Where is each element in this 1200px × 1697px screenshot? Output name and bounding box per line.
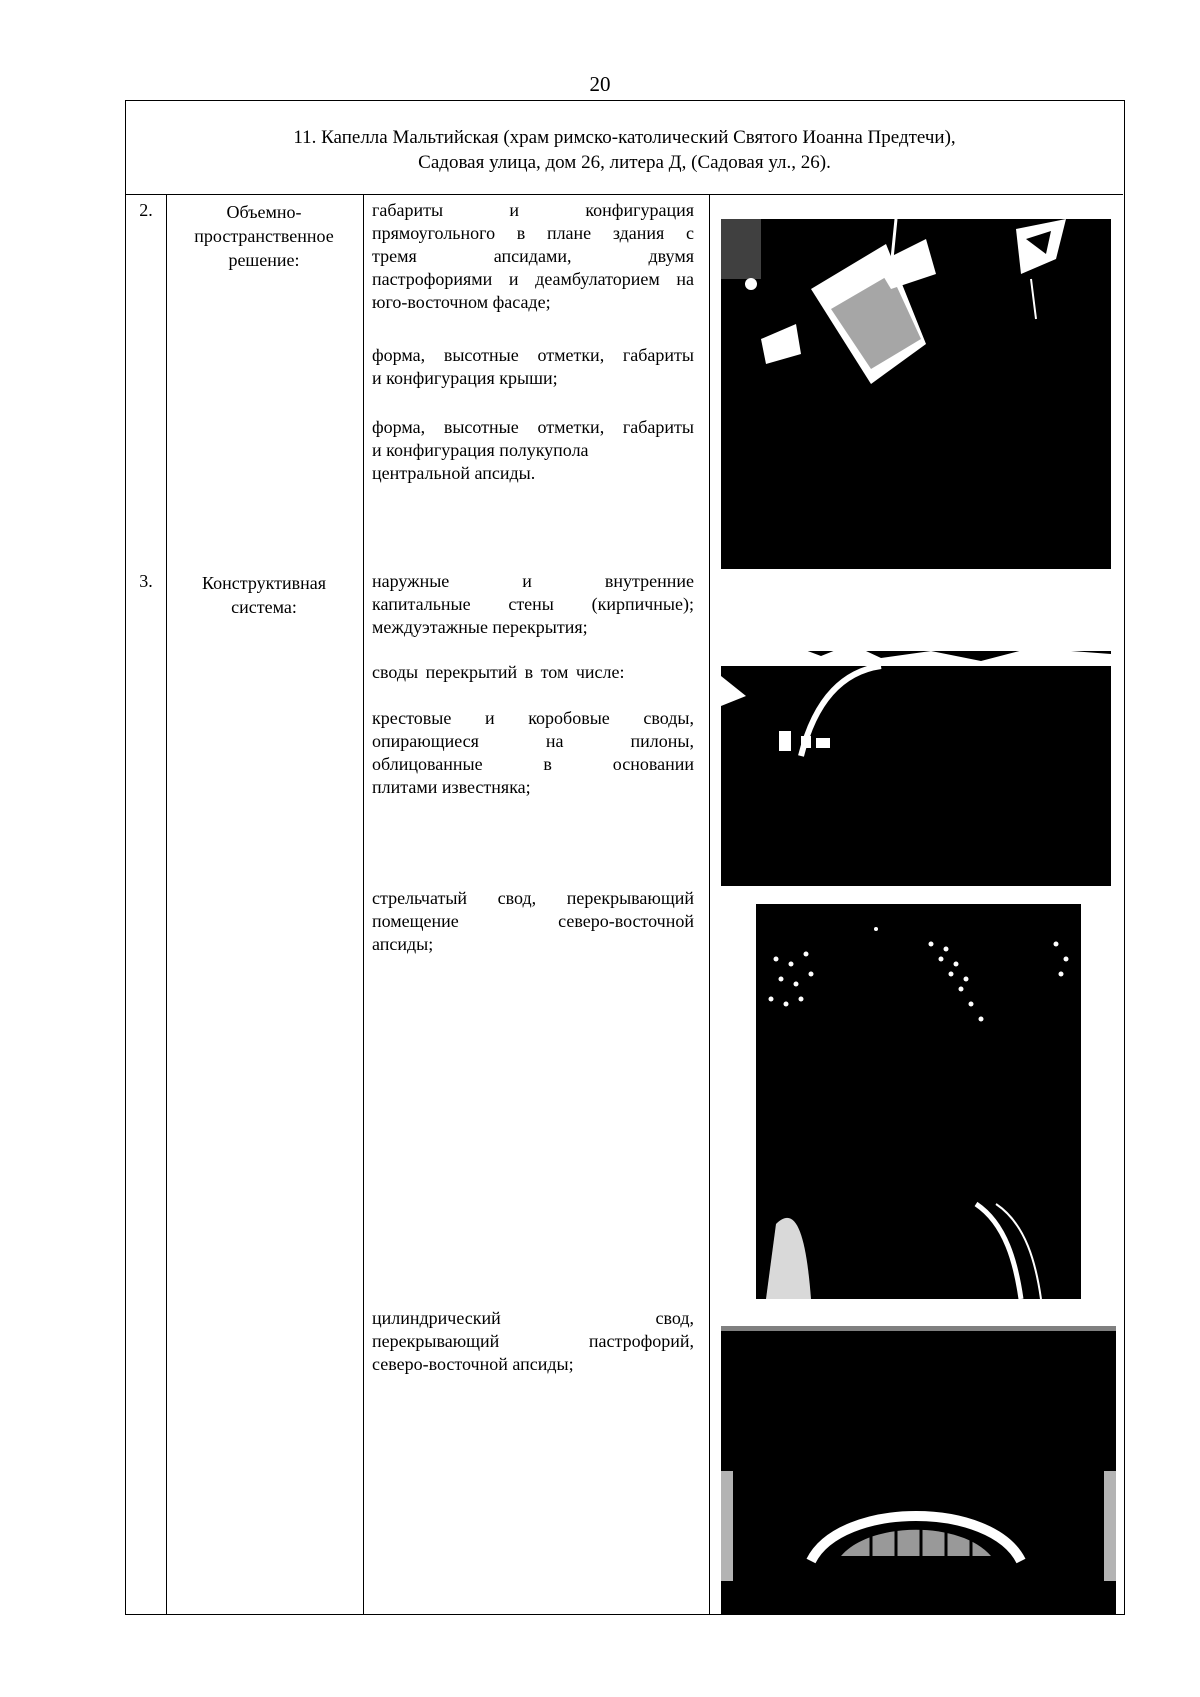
text-line: капитальные стены (кирпичные); — [372, 594, 694, 614]
text-line: форма, высотные отметки, габариты — [372, 345, 694, 365]
text-line: опирающиеся на пилоны, — [372, 731, 694, 751]
row-title-line: решение: — [228, 250, 300, 270]
text-line: своды перекрытий в том числе: — [372, 662, 625, 682]
text-line: юго-восточном фасаде; — [372, 292, 551, 312]
text-line: стрельчатый свод, перекрывающий — [372, 888, 694, 908]
row-title-line: система: — [231, 597, 297, 617]
column-divider-2 — [363, 194, 364, 1614]
text-line: облицованные в основании — [372, 754, 694, 774]
paragraph — [372, 707, 694, 799]
text-line: и конфигурация крыши; — [372, 368, 558, 388]
row-title — [168, 571, 360, 619]
paragraph — [372, 887, 694, 956]
row-number: 2. — [139, 200, 153, 220]
text-line: плитами известняка; — [372, 777, 531, 797]
row-description — [372, 199, 694, 314]
text-line: перекрывающий пастрофорий, — [372, 1331, 694, 1351]
text-line: тремя апсидами, двумя — [372, 246, 694, 266]
row-title-line: Объемно- — [226, 202, 302, 222]
row-title-line: пространственное — [194, 226, 334, 246]
text-line: и конфигурация полукупола — [372, 440, 589, 460]
paragraph — [372, 416, 694, 485]
column-divider-1 — [166, 194, 167, 1614]
row-title — [168, 200, 360, 272]
vault-interior-photo — [721, 636, 1111, 886]
page-number: 20 — [589, 72, 611, 96]
paragraph — [372, 199, 694, 314]
pointed-vault-photo — [756, 904, 1081, 1299]
row-title-line: Конструктивная — [202, 573, 326, 593]
roof-aerial-photo — [721, 219, 1111, 569]
text-line: габариты и конфигурация — [372, 200, 694, 220]
row-number: 3. — [139, 571, 153, 591]
paragraph — [372, 570, 694, 639]
table-header — [126, 101, 1123, 195]
text-line: северо-восточной апсиды; — [372, 1354, 574, 1374]
paragraph — [372, 1307, 694, 1376]
header-line-1: 11. Капелла Мальтийская (храм римско-католический Святого Иоанна Предтечи), — [293, 127, 956, 148]
text-line: междуэтажные перекрытия; — [372, 617, 588, 637]
header-line-2: Садовая улица, дом 26, литера Д, (Садовая ул., 26). — [418, 152, 831, 173]
text-line: центральной апсиды. — [372, 463, 536, 483]
text-line: наружные и внутренние — [372, 571, 694, 591]
paragraph — [372, 661, 694, 684]
cylindrical-vault-photo — [721, 1326, 1116, 1614]
column-divider-3 — [709, 194, 710, 1614]
text-line: крестовые и коробовые своды, — [372, 708, 694, 728]
text-line: помещение северо-восточной — [372, 911, 694, 931]
text-line: пастрофориями и деамбулаторием на — [372, 269, 694, 289]
text-line: прямоугольного в плане здания с — [372, 223, 694, 243]
text-line: цилиндрический свод, — [372, 1308, 694, 1328]
paragraph — [372, 344, 694, 390]
text-line: апсиды; — [372, 934, 434, 954]
text-line: форма, высотные отметки, габариты — [372, 417, 694, 437]
document-table — [125, 100, 1125, 1615]
